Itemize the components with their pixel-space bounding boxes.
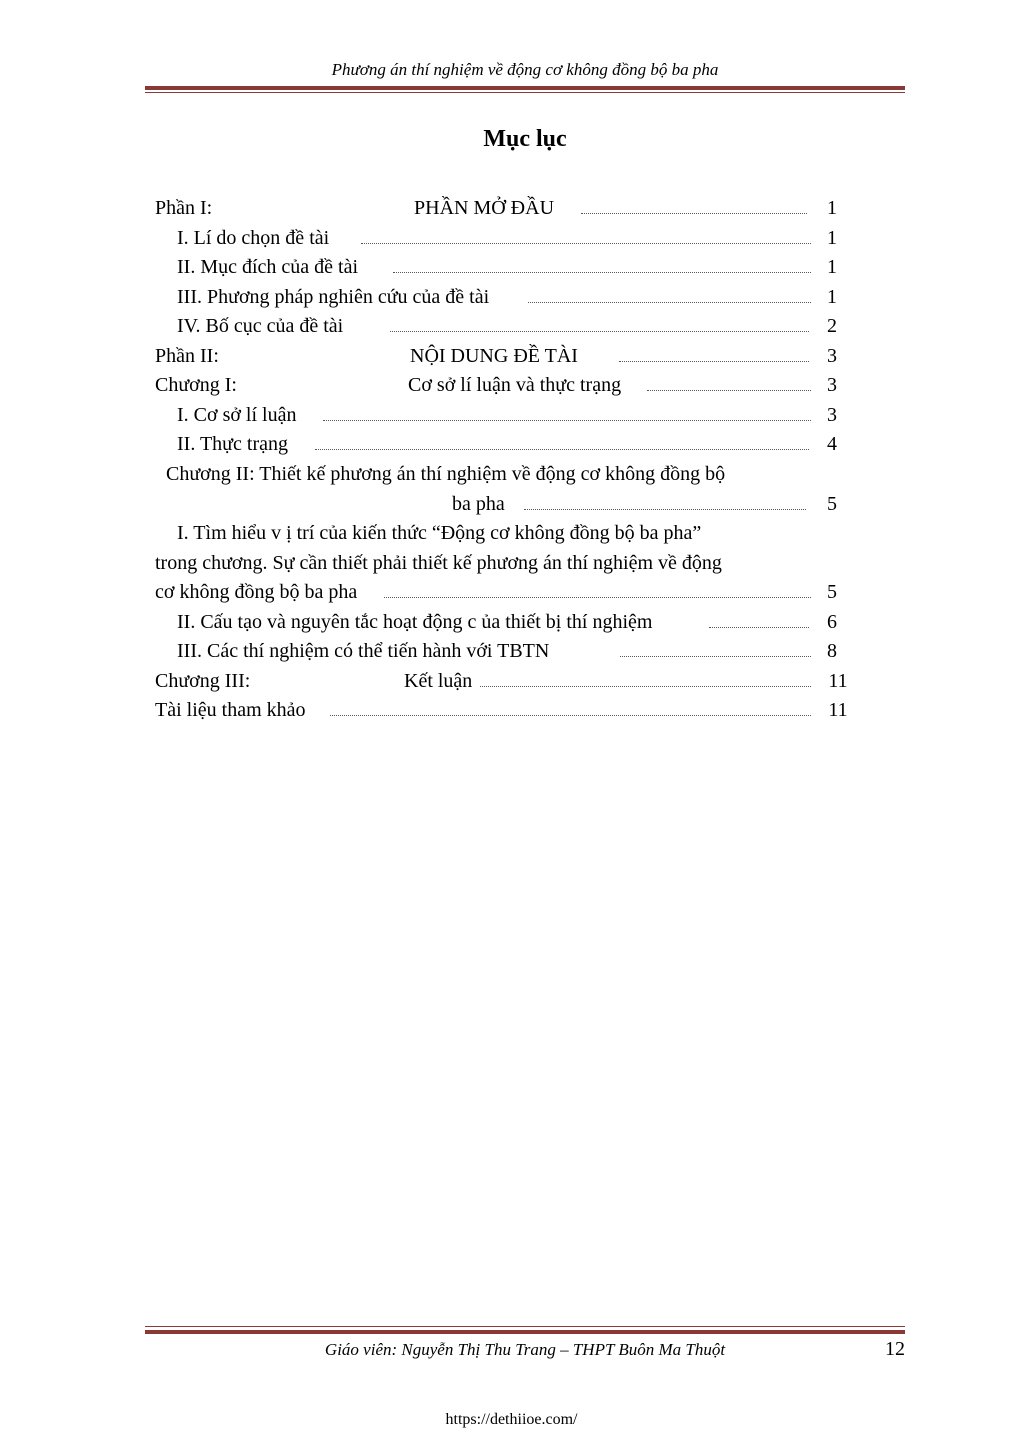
toc-entry-title: NỘI DUNG ĐỀ TÀI bbox=[410, 345, 578, 367]
toc-entry bbox=[177, 252, 855, 282]
toc-entry-label: Phần II: bbox=[155, 345, 219, 367]
footer-page-number: 12 bbox=[885, 1338, 905, 1360]
footer-rule-thin bbox=[145, 1326, 905, 1327]
toc-entry-title: Cơ sở lí luận và thực trạng bbox=[408, 374, 622, 396]
toc-entry bbox=[177, 636, 855, 666]
toc-page-number: 2 bbox=[827, 315, 837, 337]
toc-entry bbox=[177, 607, 855, 637]
toc-page-number: 1 bbox=[827, 286, 837, 308]
toc-entry-label: II. Mục đích của đề tài bbox=[177, 256, 359, 278]
toc-entry-chapter-1 bbox=[155, 370, 855, 400]
toc-entry bbox=[155, 518, 855, 608]
footer-rule-thick bbox=[145, 1330, 905, 1334]
toc-entry-label: III. Các thí nghiệm có thể tiến hành với TBTN bbox=[177, 640, 550, 662]
toc-entry-label: I. Tìm hiểu v ị trí của kiến thức “Động cơ không đồng bộ ba pha” bbox=[177, 522, 702, 544]
toc-leader bbox=[709, 627, 809, 628]
toc-leader bbox=[393, 272, 811, 273]
toc-leader bbox=[361, 243, 811, 244]
toc-page-number: 5 bbox=[827, 493, 837, 515]
toc-leader bbox=[619, 361, 809, 362]
toc-page-number: 1 bbox=[827, 256, 837, 278]
toc-entry-label: II. Thực trạng bbox=[177, 433, 288, 455]
toc-entry-line-2: trong chương. Sự cần thiết phải thiết kế phương án thí nghiệm về động bbox=[155, 552, 722, 574]
toc-page-number: 3 bbox=[827, 345, 837, 367]
toc-entry bbox=[177, 429, 855, 459]
toc-leader bbox=[323, 420, 811, 421]
toc-entry-label: III. Phương pháp nghiên cứu của đề tài bbox=[177, 286, 490, 308]
toc-entry-label: I. Lí do chọn đề tài bbox=[177, 227, 330, 249]
toc-leader bbox=[384, 597, 811, 598]
toc-page-number: 5 bbox=[827, 581, 837, 603]
toc-entry-title: Kết luận bbox=[404, 670, 473, 692]
footer-author: Giáo viên: Nguyễn Thị Thu Trang – THPT Buôn Ma Thuột bbox=[324, 1340, 726, 1359]
toc-entry bbox=[155, 695, 855, 725]
toc-entry-label: I. Cơ sở lí luận bbox=[177, 404, 297, 426]
header-rule-thin bbox=[145, 92, 905, 93]
toc-page-number: 6 bbox=[827, 611, 837, 633]
toc-entry bbox=[177, 400, 855, 430]
toc-entry-label: Chương III: bbox=[155, 670, 251, 692]
toc-page-number: 8 bbox=[827, 640, 837, 662]
toc-entry-label: Tài liệu tham khảo bbox=[155, 699, 306, 721]
toc-entry-label: IV. Bố cục của đề tài bbox=[177, 315, 344, 337]
toc-entry-label: Chương II: Thiết kế phương án thí nghiệm về động cơ không đồng bộ bbox=[166, 463, 726, 485]
toc-leader bbox=[330, 715, 811, 716]
toc-entry-label: Phần I: bbox=[155, 197, 213, 219]
toc-page-number: 1 bbox=[827, 227, 837, 249]
toc-page-number: 3 bbox=[827, 404, 837, 426]
toc-entry-chapter-3 bbox=[155, 666, 855, 696]
toc-page-number: 11 bbox=[828, 670, 848, 692]
toc-leader bbox=[480, 686, 811, 687]
toc-page-number: 11 bbox=[828, 699, 848, 721]
source-url: https://dethiioe.com/ bbox=[445, 1411, 578, 1428]
toc-entry-title: PHẦN MỞ ĐẦU bbox=[414, 197, 555, 219]
toc-leader bbox=[620, 656, 811, 657]
toc-heading: Mục lục bbox=[483, 126, 567, 152]
toc-entry-label: Chương I: bbox=[155, 374, 237, 396]
toc-entry-part-2 bbox=[155, 341, 855, 371]
toc-leader bbox=[390, 331, 809, 332]
toc-leader bbox=[647, 390, 811, 391]
toc-page-number: 4 bbox=[827, 433, 837, 455]
toc-entry-title: ba pha bbox=[452, 493, 505, 515]
toc-entry-part-1 bbox=[155, 193, 855, 223]
toc-leader bbox=[524, 509, 806, 510]
toc-entry bbox=[177, 282, 855, 312]
header-rule-thick bbox=[145, 86, 905, 90]
toc-leader bbox=[581, 213, 807, 214]
toc-leader bbox=[528, 302, 811, 303]
toc-leader bbox=[315, 449, 809, 450]
toc-entry bbox=[177, 311, 855, 341]
toc-page-number: 3 bbox=[827, 374, 837, 396]
toc-entry-line-3: cơ không đồng bộ ba pha bbox=[155, 581, 358, 603]
toc-entry-chapter-2 bbox=[166, 459, 856, 519]
toc-page-number: 1 bbox=[827, 197, 837, 219]
running-header: Phương án thí nghiệm về động cơ không đồng bộ ba pha bbox=[331, 60, 719, 79]
toc-entry-label: II. Cấu tạo và nguyên tắc hoạt động c ủa thiết bị thí nghiệm bbox=[177, 611, 653, 633]
toc-entry bbox=[177, 223, 855, 253]
